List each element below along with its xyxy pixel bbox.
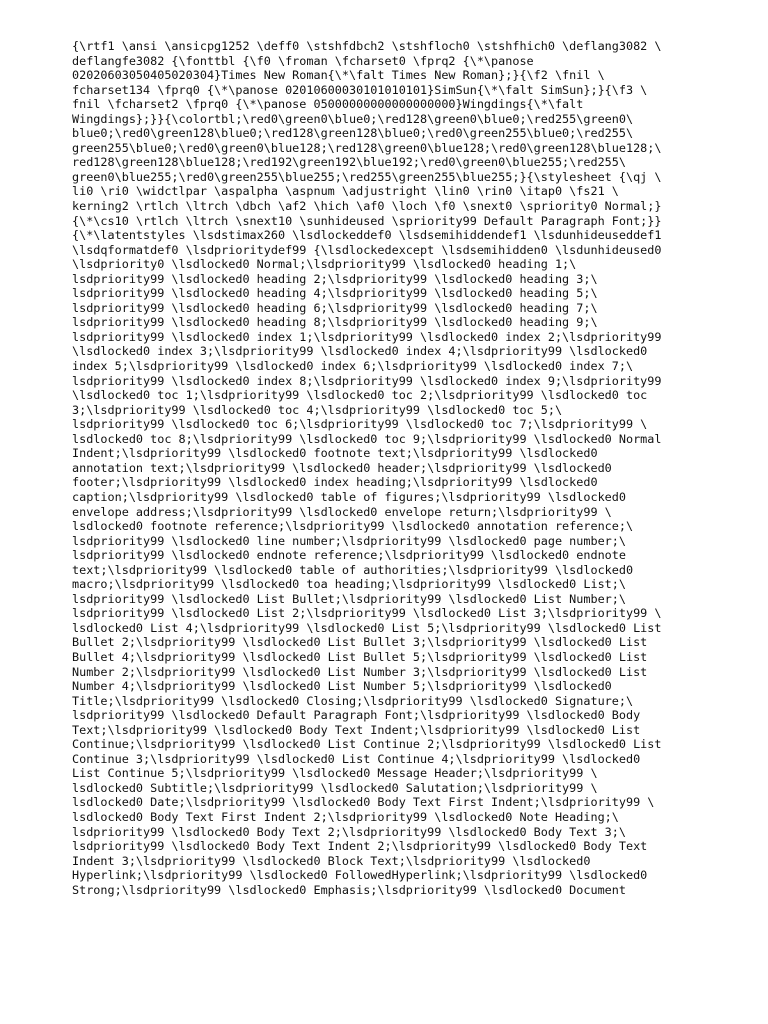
text-line: lsdlocked0 Body Text First Indent 2;\lsdpriority99 \lsdlocked0 Note Heading;\	[72, 809, 619, 824]
text-line: lsdpriority99 \lsdlocked0 toc 6;\lsdpriority99 \lsdlocked0 toc 7;\lsdpriority99 \	[72, 417, 648, 432]
text-line: envelope address;\lsdpriority99 \lsdlocked0 envelope return;\lsdpriority99 \	[72, 504, 612, 519]
text-line: {\*\cs10 \rtlch \ltrch \snext10 \sunhideused \spriority99 Default Paragraph Font;}}	[72, 213, 662, 228]
text-line: Continue;\lsdpriority99 \lsdlocked0 List Continue 2;\lsdpriority99 \lsdlocked0 List	[72, 737, 662, 752]
text-line: lsdpriority99 \lsdlocked0 List Bullet;\lsdpriority99 \lsdlocked0 List Number;\	[72, 591, 626, 606]
text-line: lsdlocked0 Date;\lsdpriority99 \lsdlocked0 Body Text First Indent;\lsdpriority99 \	[72, 795, 655, 810]
text-line: green0\blue255;\red0\green255\blue255;\red255\green255\blue255;}{\stylesheet {\qj \	[72, 169, 662, 184]
text-line: fnil \fcharset2 \fprq0 {\*\panose 05000000000000000000}Wingdings{\*\falt	[72, 97, 584, 112]
text-line: text;\lsdpriority99 \lsdlocked0 table of authorities;\lsdpriority99 \lsdlocked0	[72, 562, 634, 577]
text-line: Wingdings};}}{\colortbl;\red0\green0\blue0;\red128\green0\blue0;\red255\green0\	[72, 111, 634, 126]
text-line: lsdpriority99 \lsdlocked0 endnote reference;\lsdpriority99 \lsdlocked0 endnote	[72, 548, 626, 563]
text-line: lsdpriority99 \lsdlocked0 index 1;\lsdpriority99 \lsdlocked0 index 2;\lsdpriority99	[72, 329, 662, 344]
text-line: lsdpriority99 \lsdlocked0 Body Text Indent 2;\lsdpriority99 \lsdlocked0 Body Text	[72, 839, 648, 854]
text-line: List Continue 5;\lsdpriority99 \lsdlocked0 Message Header;\lsdpriority99 \	[72, 766, 598, 781]
text-line: lsdpriority99 \lsdlocked0 List 2;\lsdpriority99 \lsdlocked0 List 3;\lsdpriority99 \	[72, 606, 662, 621]
text-line: Bullet 4;\lsdpriority99 \lsdlocked0 List Bullet 5;\lsdpriority99 \lsdlocked0 List	[72, 649, 648, 664]
text-line: red128\green128\blue128;\red192\green192\blue192;\red0\green0\blue255;\red255\	[72, 155, 626, 170]
text-line: Bullet 2;\lsdpriority99 \lsdlocked0 List Bullet 3;\lsdpriority99 \lsdlocked0 List	[72, 635, 648, 650]
text-line: macro;\lsdpriority99 \lsdlocked0 toa heading;\lsdpriority99 \lsdlocked0 List;\	[72, 577, 626, 592]
text-line: fcharset134 \fprq0 {\*\panose 02010600030101010101}SimSun{\*\falt SimSun};}{\f3 \	[72, 82, 648, 97]
text-line: lsdpriority99 \lsdlocked0 Default Paragraph Font;\lsdpriority99 \lsdlocked0 Body	[72, 708, 641, 723]
text-line: lsdlocked0 footnote reference;\lsdpriority99 \lsdlocked0 annotation reference;\	[72, 519, 634, 534]
text-line: li0 \ri0 \widctlpar \aspalpha \aspnum \adjustright \lin0 \rin0 \itap0 \fs21 \	[72, 184, 619, 199]
rtf-source-text	[72, 39, 712, 897]
text-line: Strong;\lsdpriority99 \lsdlocked0 Emphasis;\lsdpriority99 \lsdlocked0 Document	[72, 882, 626, 897]
text-line: green255\blue0;\red0\green0\blue128;\red128\green0\blue128;\red0\green128\blue128;\	[72, 140, 662, 155]
text-line: Title;\lsdpriority99 \lsdlocked0 Closing;\lsdpriority99 \lsdlocked0 Signature;\	[72, 693, 634, 708]
text-line: annotation text;\lsdpriority99 \lsdlocked0 header;\lsdpriority99 \lsdlocked0	[72, 460, 612, 475]
text-line: 02020603050405020304}Times New Roman{\*\falt Times New Roman};}{\f2 \fnil \	[72, 68, 605, 83]
text-line: {\rtf1 \ansi \ansicpg1252 \deff0 \stshfdbch2 \stshfloch0 \stshfhich0 \deflang3082 \	[72, 39, 662, 53]
text-line: 3;\lsdpriority99 \lsdlocked0 toc 4;\lsdpriority99 \lsdlocked0 toc 5;\	[72, 402, 563, 417]
text-line: Hyperlink;\lsdpriority99 \lsdlocked0 FollowedHyperlink;\lsdpriority99 \lsdlocked0	[72, 868, 648, 883]
text-line: Number 4;\lsdpriority99 \lsdlocked0 List Number 5;\lsdpriority99 \lsdlocked0	[72, 679, 612, 694]
text-line: \lsdpriority0 \lsdlocked0 Normal;\lsdpriority99 \lsdlocked0 heading 1;\	[72, 257, 577, 272]
text-line: lsdpriority99 \lsdlocked0 line number;\lsdpriority99 \lsdlocked0 page number;\	[72, 533, 626, 548]
text-line: Continue 3;\lsdpriority99 \lsdlocked0 List Continue 4;\lsdpriority99 \lsdlocked0	[72, 751, 641, 766]
text-line: Indent;\lsdpriority99 \lsdlocked0 footnote text;\lsdpriority99 \lsdlocked0	[72, 446, 598, 461]
text-line: lsdlocked0 toc 8;\lsdpriority99 \lsdlocked0 toc 9;\lsdpriority99 \lsdlocked0 Normal	[72, 431, 662, 446]
text-line: deflangfe3082 {\fonttbl {\f0 \froman \fcharset0 \fprq2 {\*\panose	[72, 53, 534, 68]
text-line: lsdpriority99 \lsdlocked0 index 8;\lsdpriority99 \lsdlocked0 index 9;\lsdpriority99	[72, 373, 662, 388]
text-line: lsdpriority99 \lsdlocked0 Body Text 2;\lsdpriority99 \lsdlocked0 Body Text 3;\	[72, 824, 626, 839]
text-line: index 5;\lsdpriority99 \lsdlocked0 index 6;\lsdpriority99 \lsdlocked0 index 7;\	[72, 359, 634, 374]
text-line: {\*\latentstyles \lsdstimax260 \lsdlockeddef0 \lsdsemihiddendef1 \lsdunhideuseddef1	[72, 228, 662, 243]
text-line: lsdpriority99 \lsdlocked0 heading 8;\lsdpriority99 \lsdlocked0 heading 9;\	[72, 315, 598, 330]
text-line: lsdpriority99 \lsdlocked0 heading 6;\lsdpriority99 \lsdlocked0 heading 7;\	[72, 300, 598, 315]
text-line: Text;\lsdpriority99 \lsdlocked0 Body Text Indent;\lsdpriority99 \lsdlocked0 List	[72, 722, 641, 737]
text-line: caption;\lsdpriority99 \lsdlocked0 table of figures;\lsdpriority99 \lsdlocked0	[72, 489, 626, 504]
text-line: lsdpriority99 \lsdlocked0 heading 2;\lsdpriority99 \lsdlocked0 heading 3;\	[72, 271, 598, 286]
text-line: lsdlocked0 List 4;\lsdpriority99 \lsdlocked0 List 5;\lsdpriority99 \lsdlocked0 List	[72, 620, 662, 635]
text-line: footer;\lsdpriority99 \lsdlocked0 index heading;\lsdpriority99 \lsdlocked0	[72, 475, 598, 490]
text-line: \lsdlocked0 index 3;\lsdpriority99 \lsdlocked0 index 4;\lsdpriority99 \lsdlocked0	[72, 344, 648, 359]
text-line: Number 2;\lsdpriority99 \lsdlocked0 List Number 3;\lsdpriority99 \lsdlocked0 List	[72, 664, 648, 679]
text-line: lsdlocked0 Subtitle;\lsdpriority99 \lsdlocked0 Salutation;\lsdpriority99 \	[72, 780, 598, 795]
text-line: \lsdlocked0 toc 1;\lsdpriority99 \lsdlocked0 toc 2;\lsdpriority99 \lsdlocked0 toc	[72, 388, 648, 403]
text-line: lsdpriority99 \lsdlocked0 heading 4;\lsdpriority99 \lsdlocked0 heading 5;\	[72, 286, 598, 301]
text-line: Indent 3;\lsdpriority99 \lsdlocked0 Block Text;\lsdpriority99 \lsdlocked0	[72, 853, 591, 868]
text-line: kerning2 \rtlch \ltrch \dbch \af2 \hich \af0 \loch \f0 \snext0 \spriority0 Normal;}	[72, 199, 662, 214]
text-line: blue0;\red0\green128\blue0;\red128\green128\blue0;\red0\green255\blue0;\red255\	[72, 126, 634, 141]
text-line: \lsdqformatdef0 \lsdprioritydef99 {\lsdlockedexcept \lsdsemihidden0 \lsdunhideused0	[72, 242, 662, 257]
